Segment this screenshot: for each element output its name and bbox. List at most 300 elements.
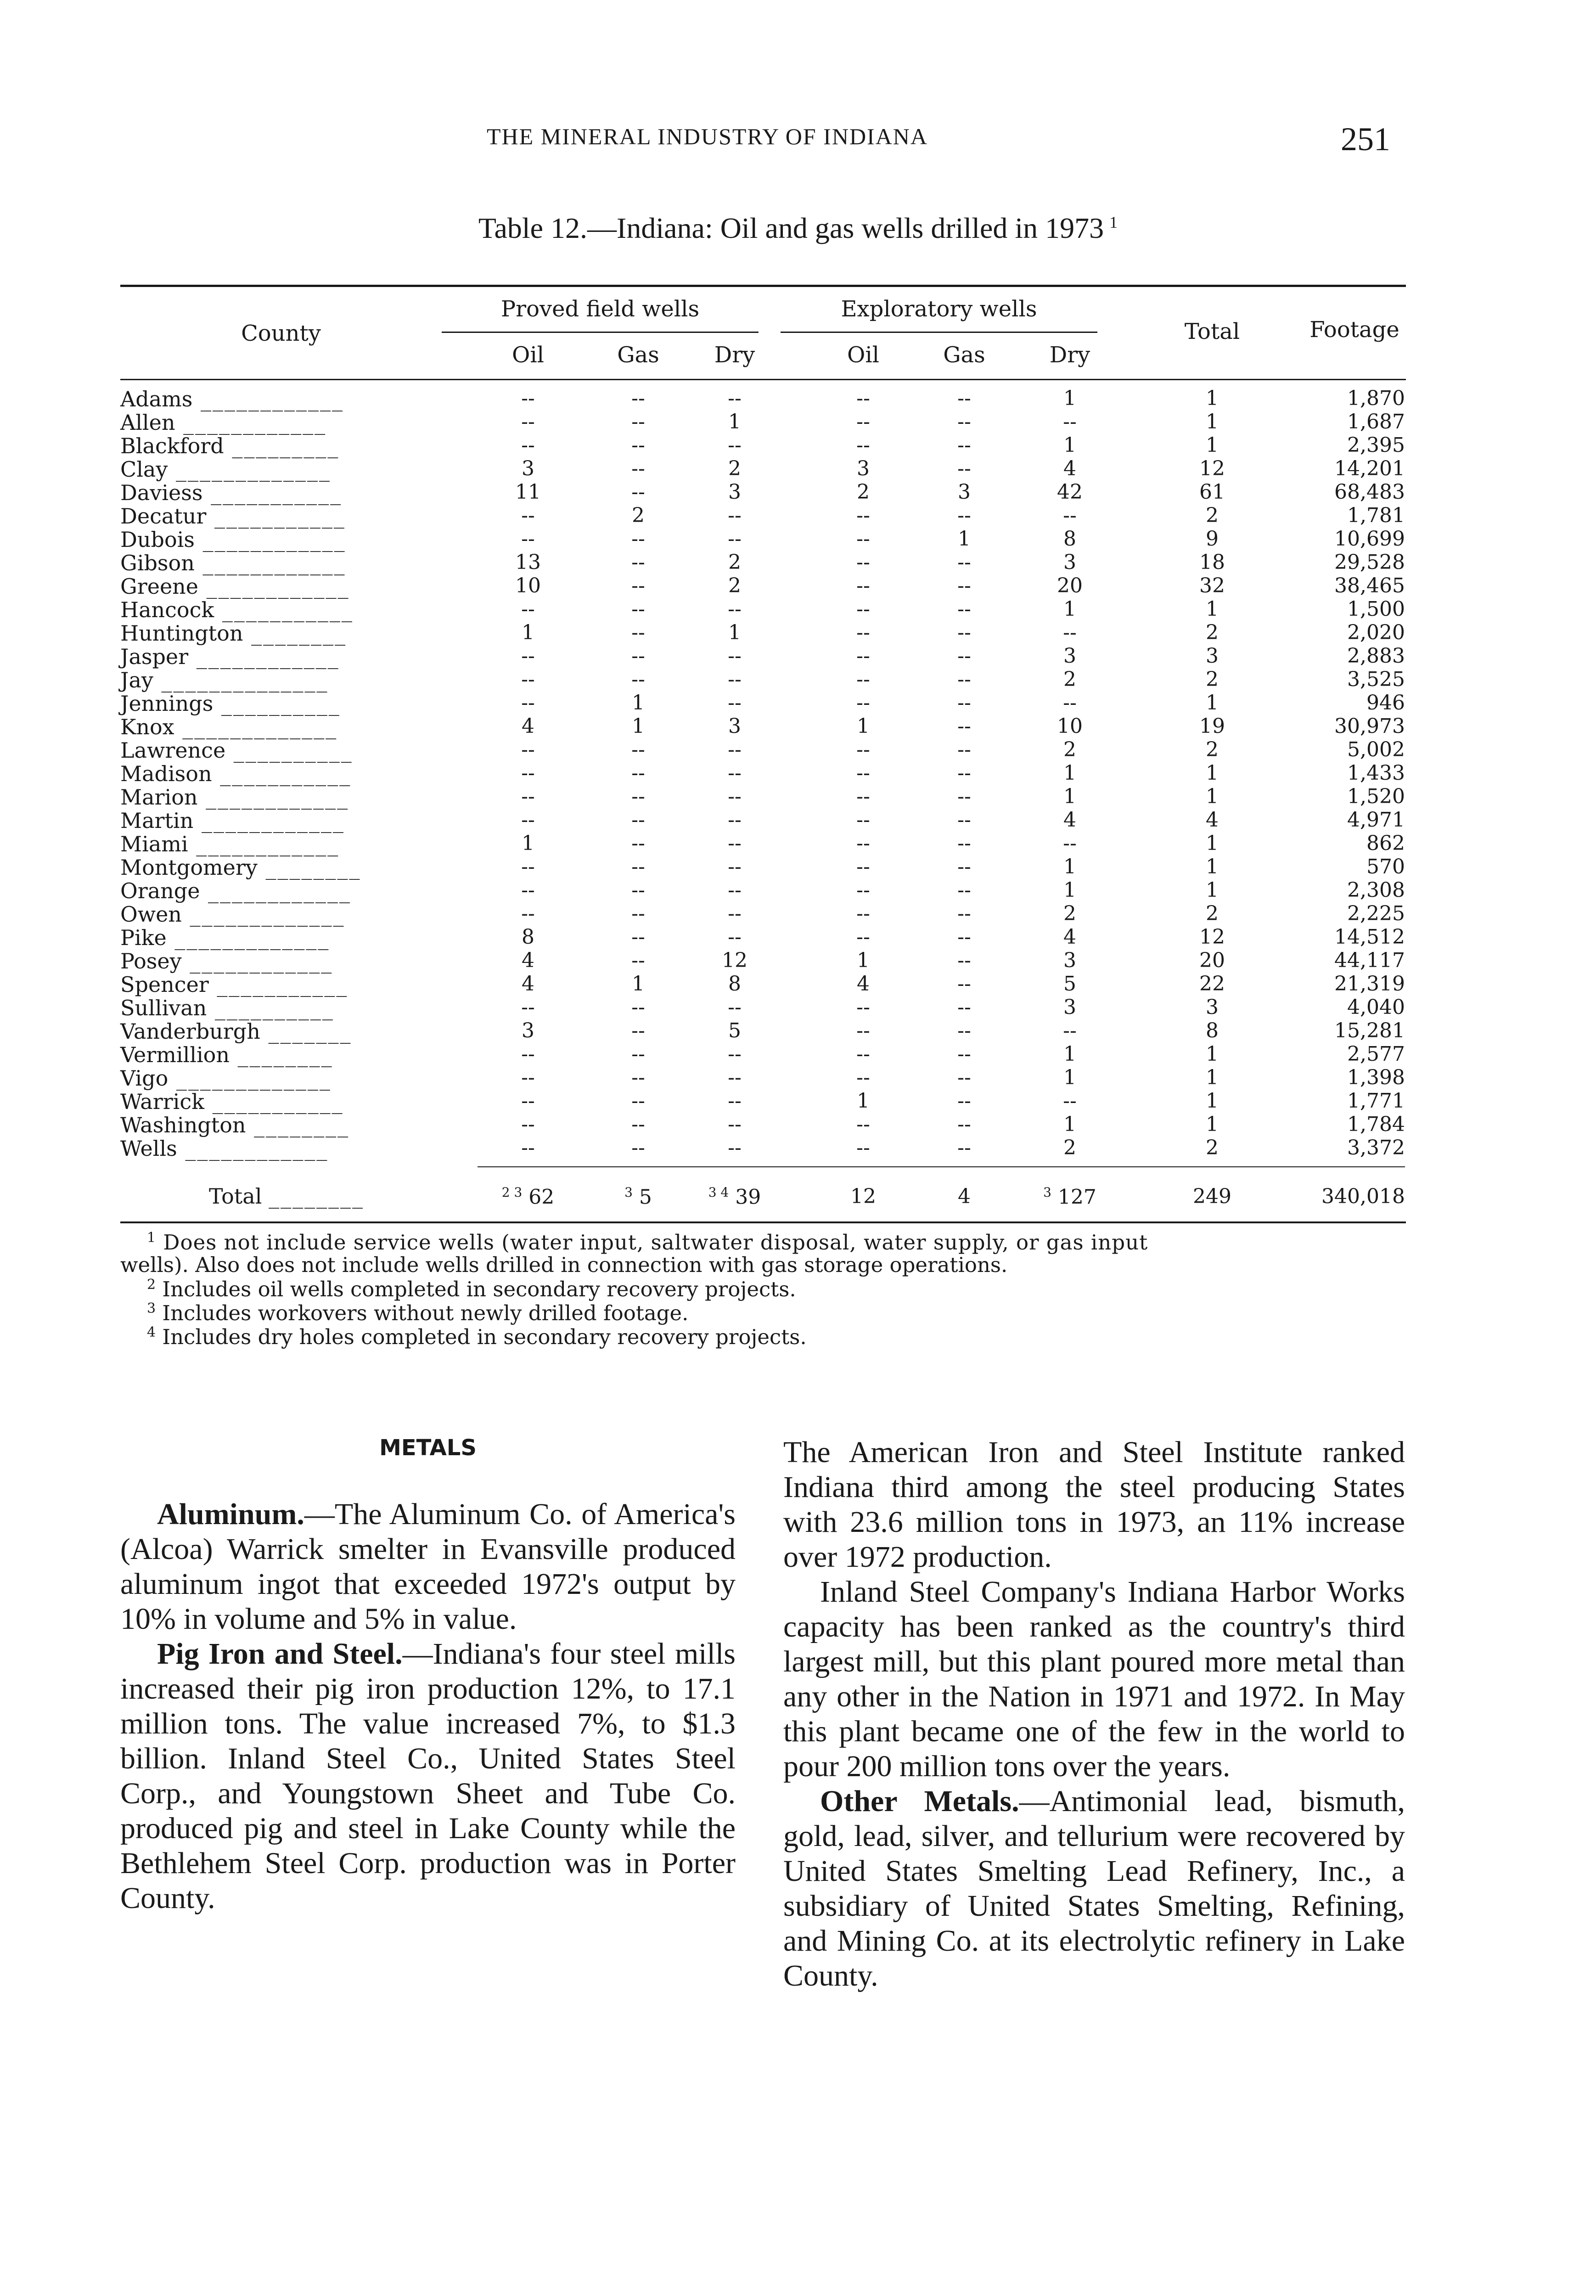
county-label: Hancock [120,597,214,622]
cell-total: 1 [1206,433,1219,457]
cell-p-dry: 8 [728,972,741,996]
cell-total: 61 [1199,480,1225,504]
total-proved-oil-footnote: 2 3 [501,1185,523,1200]
cell-p-gas: -- [631,621,645,644]
county-name [120,457,331,482]
total-row-label: Total ________ [209,1184,365,1209]
cell-p-dry: -- [728,996,742,1019]
cell-p-gas: -- [631,387,645,410]
cell-footage: 21,319 [1334,972,1405,996]
leader-dots: ____________ [194,551,346,575]
cell-e-gas: -- [957,832,971,855]
cell-total: 3 [1206,996,1219,1019]
cell-total: 4 [1206,808,1219,832]
pig-iron-text: —Indiana's four steel mills increased their pig iron production 12%, to 17.1 million tons. The value increased 7%, to $1.3 billion. Inland Steel Co., United States Steel Corp., and Youngstown Sheet and Tube Co. produced pig and steel in Lake County while the Bethlehem Steel Corp. production was in Porter County. [120,1637,736,1915]
cell-p-dry: -- [728,855,742,878]
cell-p-gas: 2 [632,504,645,527]
cell-e-gas: -- [957,597,971,621]
leader-dots: ________ [230,1042,333,1067]
header-bottom-rule [120,379,1406,380]
cell-e-gas: -- [957,715,971,738]
cell-e-dry: 3 [1063,996,1076,1019]
header-footage: Footage [1309,317,1399,343]
county-label: Jay [120,668,153,692]
cell-e-dry: 42 [1057,480,1083,504]
cell-p-gas: -- [631,410,645,433]
leader-dots: __________ [225,738,353,763]
cell-footage: 946 [1366,691,1405,715]
cell-e-gas: -- [957,808,971,832]
cell-e-gas: -- [957,878,971,902]
cell-footage: 14,201 [1334,457,1405,480]
cell-p-dry: -- [728,1113,742,1136]
leader-dots: _______ [260,1019,352,1044]
cell-e-oil: -- [856,1042,870,1066]
cell-total: 19 [1199,715,1225,738]
cell-footage: 1,687 [1347,410,1405,433]
cell-total: 2 [1206,668,1219,691]
cell-p-dry: -- [728,878,742,902]
county-name [120,1042,333,1067]
cell-p-gas: -- [631,832,645,855]
leader-dots: _________ [224,433,340,458]
cell-p-oil: 4 [522,949,534,972]
county-label: Washington [120,1113,246,1137]
cell-p-oil: -- [521,644,535,668]
aluminum-heading: Aluminum. [157,1497,304,1531]
cell-e-dry: 2 [1063,738,1076,761]
cell-footage: 4,040 [1347,996,1405,1019]
total-total: 249 [1193,1185,1231,1208]
county-name [120,785,349,810]
cell-e-dry: 1 [1063,433,1076,457]
cell-p-dry: -- [728,1136,742,1159]
cell-e-dry: 1 [1063,597,1076,621]
aluminum-text: —The Aluminum Co. of America's (Alcoa) Warrick smelter in Evansville produced aluminum ingot that exceeded 1972's output by 10% in volume and 5% in value. [120,1497,736,1636]
header-total: Total [1184,319,1240,344]
cell-p-dry: 3 [728,715,741,738]
cell-total: 2 [1206,504,1219,527]
cell-p-oil: 10 [515,574,541,597]
total-proved-oil [478,1185,579,1209]
leader-dots: _____________ [181,902,345,927]
cell-p-dry: -- [728,1066,742,1089]
cell-p-oil: -- [521,996,535,1019]
cell-p-oil: -- [521,668,535,691]
county-name [120,410,326,435]
county-name [120,715,337,739]
cell-e-gas: -- [957,1089,971,1113]
cell-e-gas: -- [957,949,971,972]
cell-footage: 1,520 [1347,785,1405,808]
county-name [120,597,354,622]
table-title-text: Table 12.—Indiana: Oil and gas wells drilled in 1973 [478,212,1104,244]
county-label: Owen [120,902,182,927]
county-name [120,504,346,529]
cell-total: 1 [1206,410,1219,433]
cell-e-dry: 4 [1063,457,1076,480]
header-exploratory-gas: Gas [943,342,985,368]
cell-e-dry: 1 [1063,785,1076,808]
cell-e-dry: 2 [1063,668,1076,691]
other-metals-text: —Antimonial lead, bismuth, gold, lead, silver, and tellurium were recovered by United States Smelting Lead Refinery, Inc., a subsidiary of United States Smelting, Refining, and Mining Co. at its electrolytic refinery in Lake County. [783,1784,1405,1992]
cell-footage: 29,528 [1334,551,1405,574]
header-proved-field-wells: Proved field wells [500,296,700,322]
cell-e-dry: 1 [1063,1113,1076,1136]
leader-dots: ________ [246,1113,350,1137]
leader-dots: ________ [243,621,347,646]
cell-p-oil: -- [521,433,535,457]
footnote-1-text-1: Does not include service wells (water input, saltwater disposal, water supply, or gas input [163,1230,1148,1255]
cell-total: 1 [1206,1113,1219,1136]
county-name [120,902,345,927]
cell-e-oil: 1 [857,1089,870,1113]
cell-p-gas: -- [631,1089,645,1113]
cell-e-dry: 1 [1063,1042,1076,1066]
cell-p-gas: -- [631,996,645,1019]
cell-footage: 570 [1366,855,1405,878]
cell-footage: 15,281 [1334,1019,1405,1042]
leader-dots: _____________ [168,457,331,482]
cell-e-gas: -- [957,855,971,878]
cell-e-oil: -- [856,1019,870,1042]
county-name [120,551,346,575]
cell-e-dry: 1 [1063,1066,1076,1089]
cell-footage: 1,771 [1347,1089,1405,1113]
total-label: Total [209,1184,262,1209]
leader-dots: ________ [257,855,361,880]
cell-e-oil: -- [856,925,870,949]
cell-p-dry: -- [728,433,742,457]
total-proved-dry-value: 39 [735,1185,761,1209]
cell-p-oil: -- [521,1066,535,1089]
county-label: Marion [120,785,198,810]
cell-e-dry: -- [1063,504,1077,527]
leader-dots: ____________ [175,410,327,435]
county-name [120,527,346,552]
county-label: Sullivan [120,996,207,1020]
cell-p-dry: -- [728,644,742,668]
county-name [120,878,351,903]
cell-footage: 1,784 [1347,1113,1405,1136]
county-label: Greene [120,574,199,599]
footnote-3-text: Includes workovers without newly drilled footage. [162,1301,689,1325]
cell-e-gas: 1 [958,527,971,551]
county-name [120,1019,352,1044]
cell-e-oil: -- [856,551,870,574]
header-county: County [241,321,321,346]
county-label: Huntington [120,621,243,646]
county-label: Orange [120,878,200,903]
county-label: Vanderburgh [120,1019,260,1044]
cell-e-gas: -- [957,691,971,715]
cell-e-oil: -- [856,1066,870,1089]
county-label: Lawrence [120,738,226,763]
cell-e-gas: 3 [958,480,971,504]
cell-p-gas: -- [631,597,645,621]
cell-e-oil: -- [856,808,870,832]
cell-p-oil: -- [521,738,535,761]
county-name [120,1066,332,1091]
cell-p-dry: -- [728,785,742,808]
cell-e-oil: -- [856,878,870,902]
footnote-2-text: Includes oil wells completed in secondary recovery projects. [162,1277,796,1301]
cell-p-dry: 5 [728,1019,741,1042]
cell-footage: 10,699 [1334,527,1405,551]
cell-e-dry: 3 [1063,551,1076,574]
footnote-1-mark: 1 [147,1230,157,1246]
leader-dots: ____________ [192,387,344,411]
county-name [120,644,340,669]
county-name [120,621,347,646]
cell-p-gas: -- [631,925,645,949]
county-label: Dubois [120,527,195,552]
cell-p-oil: -- [521,387,535,410]
cell-p-oil: -- [521,1113,535,1136]
cell-p-oil: -- [521,761,535,785]
header-proved-gas: Gas [617,342,659,368]
leader-dots: ____________ [193,808,345,833]
cell-footage: 1,870 [1347,387,1405,410]
leader-dots: __________ [207,996,334,1020]
leader-dots: ____________ [188,832,340,856]
cell-e-gas: -- [957,996,971,1019]
leader-dots: ___________ [212,761,352,786]
cell-total: 1 [1206,785,1219,808]
cell-footage: 14,512 [1334,925,1405,949]
cell-p-gas: -- [631,1042,645,1066]
paragraph-pig-iron [120,1637,736,1916]
county-label: Wells [120,1136,177,1161]
cell-p-dry: 12 [722,949,747,972]
leader-dots: ______________ [153,668,329,692]
cell-e-dry: 4 [1063,925,1076,949]
county-name [120,668,328,692]
cell-e-dry: -- [1063,1019,1077,1042]
cell-p-oil: -- [521,1089,535,1113]
cell-p-oil: -- [521,902,535,925]
county-name [120,1113,349,1137]
cell-e-gas: -- [957,457,971,480]
cell-p-oil: -- [521,855,535,878]
cell-total: 2 [1206,621,1219,644]
county-label: Decatur [120,504,207,529]
county-name [120,855,361,880]
cell-p-dry: 2 [728,457,741,480]
county-label: Gibson [120,551,195,575]
cell-e-dry: 5 [1063,972,1076,996]
cell-e-gas: -- [957,504,971,527]
cell-total: 22 [1199,972,1225,996]
cell-e-oil: -- [856,574,870,597]
county-name [120,574,350,599]
footnote-1-line-2: wells). Also does not include wells drilled in connection with gas storage operations. [120,1253,1008,1277]
cell-p-oil: 8 [522,925,534,949]
cell-e-oil: -- [856,668,870,691]
leader-dots: ____________ [197,785,349,810]
county-label: Martin [120,808,194,833]
cell-e-dry: 2 [1063,1136,1076,1159]
cell-e-gas: -- [957,902,971,925]
cell-e-oil: 3 [857,457,870,480]
leader-dots: __________ [213,691,341,716]
total-proved-dry-footnote: 3 4 [708,1185,729,1200]
county-label: Posey [120,949,182,974]
total-row-rule [478,1166,1405,1167]
cell-p-oil: -- [521,691,535,715]
cell-e-gas: -- [957,644,971,668]
cell-e-gas: -- [957,761,971,785]
total-exploratory-dry-value: 127 [1057,1185,1096,1209]
cell-p-dry: -- [728,1042,742,1066]
county-name [120,387,344,411]
cell-footage: 2,883 [1347,644,1405,668]
cell-total: 1 [1206,1066,1219,1089]
cell-p-gas: -- [631,1136,645,1159]
cell-footage: 3,372 [1347,1136,1405,1159]
county-label: Jasper [120,644,189,669]
cell-footage: 2,308 [1347,878,1405,902]
cell-total: 3 [1206,644,1219,668]
cell-p-dry: 2 [728,551,741,574]
county-name [120,832,339,856]
cell-p-gas: -- [631,761,645,785]
cell-p-gas: 1 [632,691,645,715]
cell-e-gas: -- [957,668,971,691]
header-exploratory-wells: Exploratory wells [841,296,1037,322]
county-name [120,691,341,716]
county-label: Knox [120,715,174,739]
cell-footage: 3,525 [1347,668,1405,691]
county-name [120,808,345,833]
cell-p-gas: -- [631,480,645,504]
page-number: 251 [1341,121,1390,158]
table-top-rule [120,285,1406,287]
county-label: Vigo [120,1066,169,1091]
paragraph-inland-steel: Inland Steel Company's Indiana Harbor Works capacity has been ranked as the country's third largest mill, but this plant poured more metal than any other in the Nation in 1971 and 1972. In May this plant became one of the few in the world to pour 200 million tons over the years. [783,1575,1405,1783]
cell-e-oil: -- [856,644,870,668]
footnote-4 [147,1324,807,1349]
cell-total: 20 [1199,949,1225,972]
other-metals-heading: Other Metals. [820,1784,1019,1818]
cell-total: 2 [1206,738,1219,761]
county-name [120,480,342,505]
footnote-3 [147,1300,688,1325]
county-label: Spencer [120,972,209,997]
county-name [120,1089,344,1114]
leader-dots: ____________ [198,574,350,599]
cell-e-oil: -- [856,855,870,878]
county-label: Adams [120,387,193,411]
cell-p-dry: -- [728,597,742,621]
header-exploratory-oil: Oil [847,342,880,368]
cell-e-oil: -- [856,387,870,410]
cell-e-gas: -- [957,433,971,457]
cell-total: 1 [1206,597,1219,621]
leader-dots: _____________ [166,925,330,950]
cell-e-dry: 1 [1063,855,1076,878]
cell-e-oil: -- [856,410,870,433]
cell-total: 12 [1199,457,1225,480]
leader-dots: ____________ [200,878,352,903]
county-name [120,738,353,763]
cell-footage: 38,465 [1334,574,1405,597]
cell-p-gas: -- [631,878,645,902]
cell-p-dry: -- [728,1089,742,1113]
county-label: Clay [120,457,168,482]
county-label: Allen [120,410,175,435]
cell-p-gas: -- [631,644,645,668]
footnote-3-mark: 3 [147,1300,156,1317]
cell-p-gas: -- [631,808,645,832]
cell-p-oil: -- [521,597,535,621]
leader-dots: ___________ [206,504,346,529]
cell-e-dry: 2 [1063,902,1076,925]
cell-p-gas: -- [631,902,645,925]
total-proved-gas-value: 5 [639,1185,652,1209]
cell-e-gas: -- [957,387,971,410]
cell-p-oil: 4 [522,972,534,996]
leader-dots: ____________ [181,949,333,974]
cell-total: 2 [1206,1136,1219,1159]
county-name [120,925,330,950]
cell-e-oil: -- [856,761,870,785]
county-name [120,972,348,997]
cell-e-oil: -- [856,691,870,715]
right-column [783,1435,1405,1993]
cell-e-gas: -- [957,1113,971,1136]
cell-p-oil: 1 [522,621,534,644]
cell-e-oil: -- [856,832,870,855]
footnote-2-mark: 2 [147,1277,156,1293]
header-proved-oil: Oil [511,342,545,368]
total-proved-dry [684,1185,785,1209]
exploratory-group-rule [781,332,1097,333]
leader-dots: ___________ [208,972,348,997]
left-column [120,1497,736,1916]
cell-footage: 1,433 [1347,761,1405,785]
cell-p-dry: -- [728,808,742,832]
total-proved-oil-value: 62 [528,1185,555,1209]
total-footage: 340,018 [1321,1185,1405,1208]
cell-p-gas: -- [631,855,645,878]
cell-e-gas: -- [957,738,971,761]
cell-e-oil: -- [856,504,870,527]
cell-e-dry: 1 [1063,878,1076,902]
table-bottom-rule [120,1221,1406,1223]
cell-e-oil: -- [856,902,870,925]
leader-dots: ____________ [188,644,340,669]
cell-total: 1 [1206,1089,1219,1113]
cell-e-oil: -- [856,621,870,644]
cell-e-gas: -- [957,925,971,949]
proved-group-rule [442,332,759,333]
county-label: Jennings [120,691,214,716]
cell-p-dry: 2 [728,574,741,597]
total-proved-gas [588,1185,689,1209]
total-exploratory-dry-footnote: 3 [1043,1185,1051,1200]
county-name [120,996,334,1020]
cell-p-gas: -- [631,785,645,808]
county-name [120,761,351,786]
cell-e-gas: -- [957,1042,971,1066]
total-exploratory-gas: 4 [958,1185,971,1208]
cell-footage: 1,398 [1347,1066,1405,1089]
cell-e-dry: 20 [1057,574,1083,597]
cell-p-gas: -- [631,668,645,691]
cell-footage: 44,117 [1334,949,1405,972]
county-name [120,433,339,458]
